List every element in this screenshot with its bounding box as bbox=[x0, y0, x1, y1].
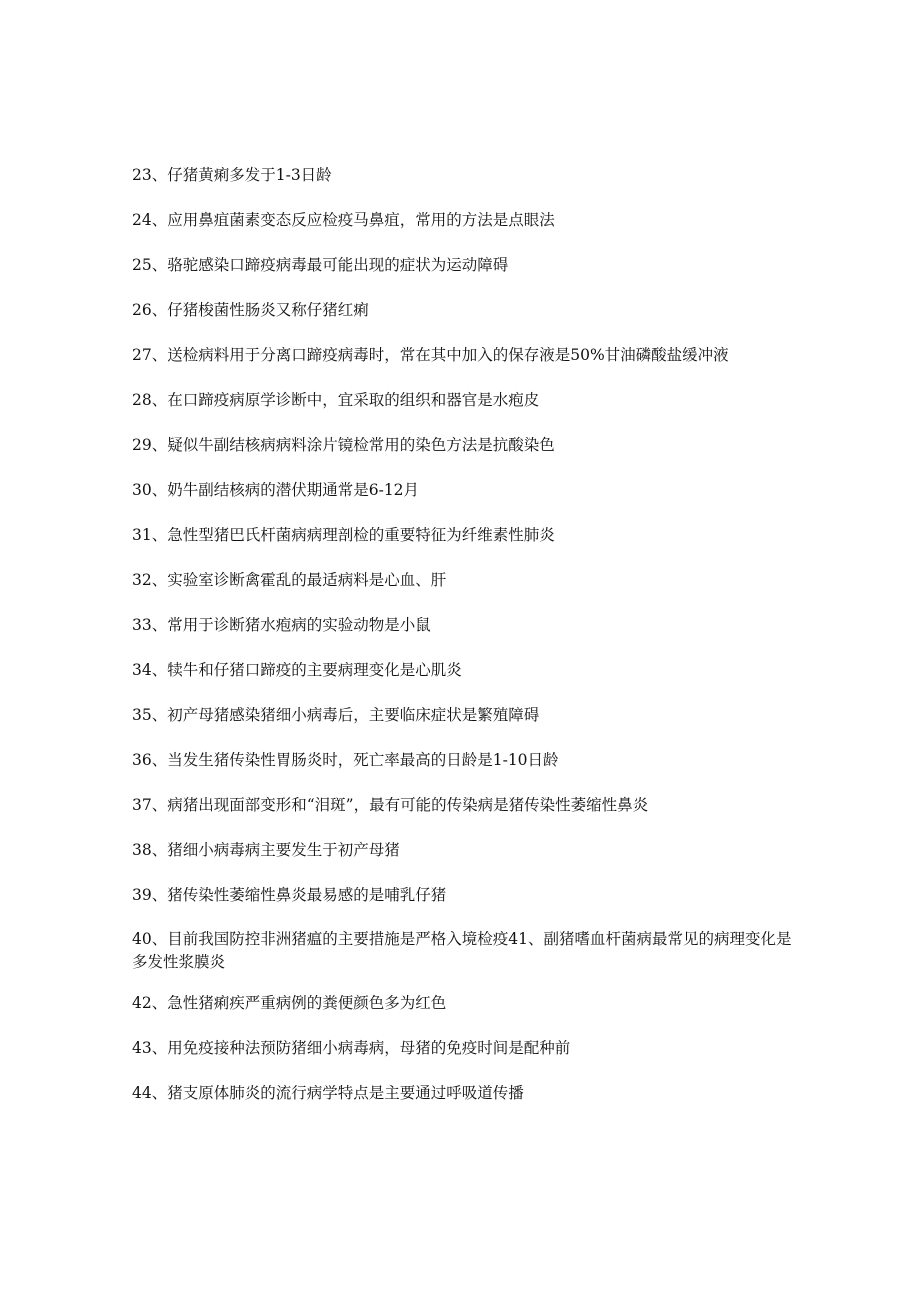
list-item: 35、初产母猪感染猪细小病毒后，主要临床症状是繁殖障碍 bbox=[132, 706, 540, 724]
list-item: 30、奶牛副结核病的潜伏期通常是6-12月 bbox=[132, 481, 420, 499]
list-item: 27、送检病料用于分离口蹄疫病毒时，常在其中加入的保存液是50%甘油磷酸盐缓冲液 bbox=[132, 346, 729, 364]
list-item: 38、猪细小病毒病主要发生于初产母猪 bbox=[132, 841, 400, 859]
list-item: 32、实验室诊断禽霍乱的最适病料是心血、肝 bbox=[132, 571, 447, 589]
list-item: 39、猪传染性萎缩性鼻炎最易感的是哺乳仔猪 bbox=[132, 886, 447, 904]
list-item: 23、仔猪黄痢多发于1-3日龄 bbox=[132, 166, 332, 184]
list-item: 36、当发生猪传染性胃肠炎时，死亡率最高的日龄是1-10日龄 bbox=[132, 751, 559, 769]
list-item: 44、猪支原体肺炎的流行病学特点是主要通过呼吸道传播 bbox=[132, 1084, 524, 1102]
list-item: 37、病猪出现面部变形和“泪斑”，最有可能的传染病是猪传染性萎缩性鼻炎 bbox=[132, 796, 649, 814]
list-item: 29、疑似牛副结核病病料涂片镜检常用的染色方法是抗酸染色 bbox=[132, 436, 555, 454]
list-item: 33、常用于诊断猪水疱病的实验动物是小鼠 bbox=[132, 616, 431, 634]
list-item: 24、应用鼻疽菌素变态反应检疫马鼻疽，常用的方法是点眼法 bbox=[132, 211, 555, 229]
list-item: 34、犊牛和仔猪口蹄疫的主要病理变化是心肌炎 bbox=[132, 661, 462, 679]
list-item: 31、急性型猪巴氏杆菌病病理剖检的重要特征为纤维素性肺炎 bbox=[132, 526, 555, 544]
list-item: 42、急性猪痢疾严重病例的粪便颜色多为红色 bbox=[132, 994, 447, 1012]
list-item: 40、目前我国防控非洲猪瘟的主要措施是严格入境检疫41、副猪嗜血杆菌病最常见的病理变化是多发性浆膜炎 bbox=[132, 930, 792, 971]
list-item: 28、在口蹄疫病原学诊断中，宜采取的组织和器官是水疱皮 bbox=[132, 391, 540, 409]
list-item: 25、骆驼感染口蹄疫病毒最可能出现的症状为运动障碍 bbox=[132, 256, 509, 274]
question-list bbox=[132, 163, 792, 1126]
list-item: 43、用免疫接种法预防猪细小病毒病，母猪的免疫时间是配种前 bbox=[132, 1039, 571, 1057]
list-item: 26、仔猪梭菌性肠炎又称仔猪红痢 bbox=[132, 301, 369, 319]
